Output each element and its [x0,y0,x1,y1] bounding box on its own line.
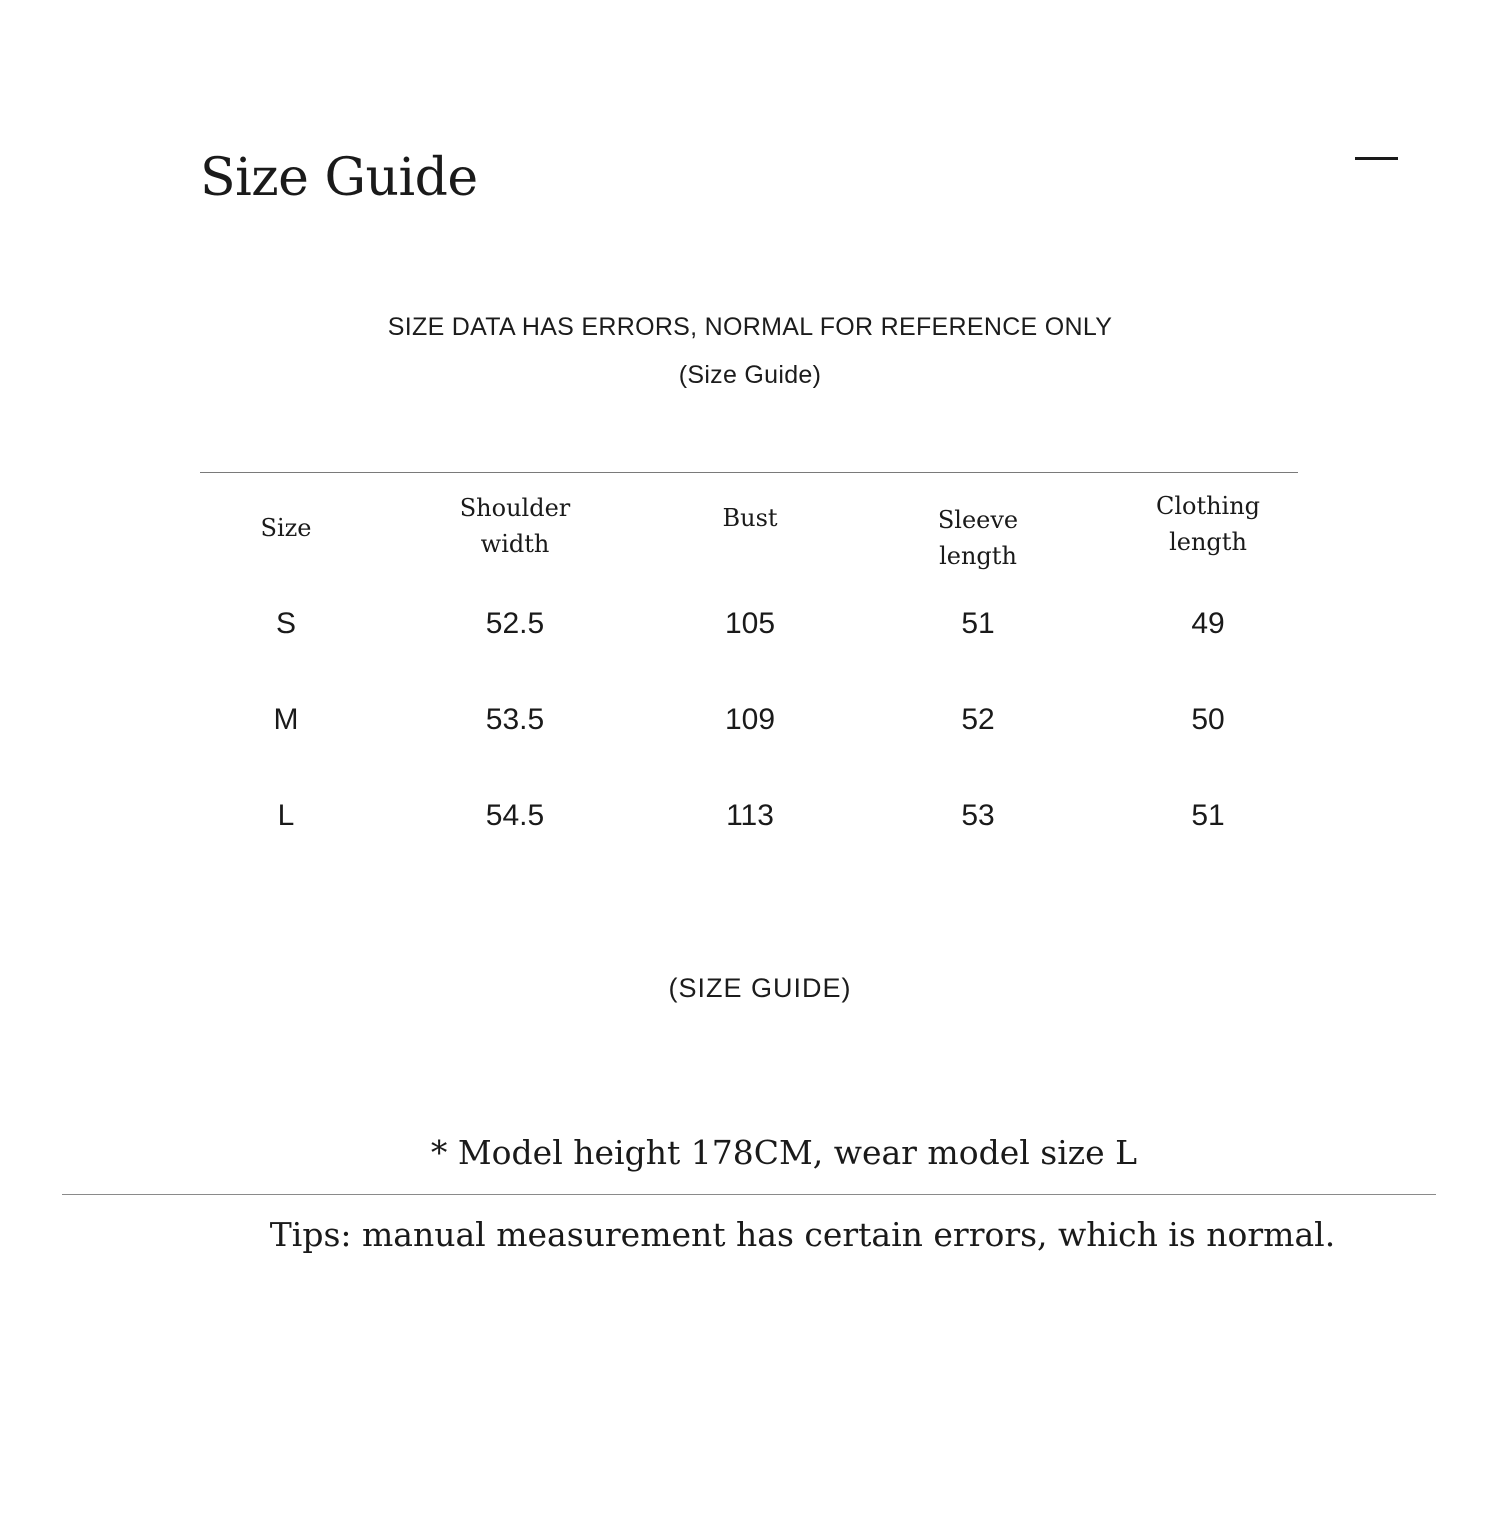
size-guide-caption: (SIZE GUIDE) [668,973,852,1003]
cell-size: M [273,703,299,736]
table-row [170,600,1340,696]
cell-shoulder-width: 52.5 [485,607,545,640]
header-bust [640,500,860,536]
header-label: Clothing [1155,492,1261,520]
header-label: Bust [722,504,778,532]
reference-notice: SIZE DATA HAS ERRORS, NORMAL FOR REFERENCE ONLY [387,313,1113,341]
cell-shoulder-width: 53.5 [485,703,545,736]
measurement-tips: Tips: manual measurement has certain errors, which is normal. [269,1215,1336,1254]
footer-divider [62,1194,1436,1195]
cell-size: S [275,607,296,640]
table-header-row [170,490,1340,600]
cell-bust: 113 [726,799,774,832]
header-label: length [939,542,1017,570]
cell-shoulder-width: 54.5 [485,799,545,832]
cell-sleeve-length: 53 [961,799,995,832]
cell-clothing-length: 51 [1191,799,1225,832]
dash-icon [1355,157,1398,160]
reference-notice-subtitle: (Size Guide) [678,361,822,389]
header-label: Size [260,514,312,542]
size-table [170,490,1340,888]
model-note: * Model height 178CM, wear model size L [430,1133,1138,1172]
cell-sleeve-length: 52 [961,703,995,736]
page-title: Size Guide [200,148,478,208]
cell-bust: 105 [724,607,776,640]
header-size [176,510,396,546]
table-top-divider [200,472,1298,473]
cell-clothing-length: 50 [1191,703,1225,736]
header-label: width [480,530,550,558]
header-label: length [1169,528,1247,556]
table-row [170,792,1340,888]
cell-size: L [277,799,295,832]
cell-clothing-length: 49 [1191,607,1225,640]
header-shoulder-width [405,490,625,562]
cell-bust: 109 [724,703,776,736]
header-clothing-length [1098,488,1318,560]
header-label: Shoulder [459,494,571,522]
table-row [170,696,1340,792]
header-sleeve-length [868,502,1088,574]
header-label: Sleeve [937,506,1019,534]
cell-sleeve-length: 51 [961,607,995,640]
